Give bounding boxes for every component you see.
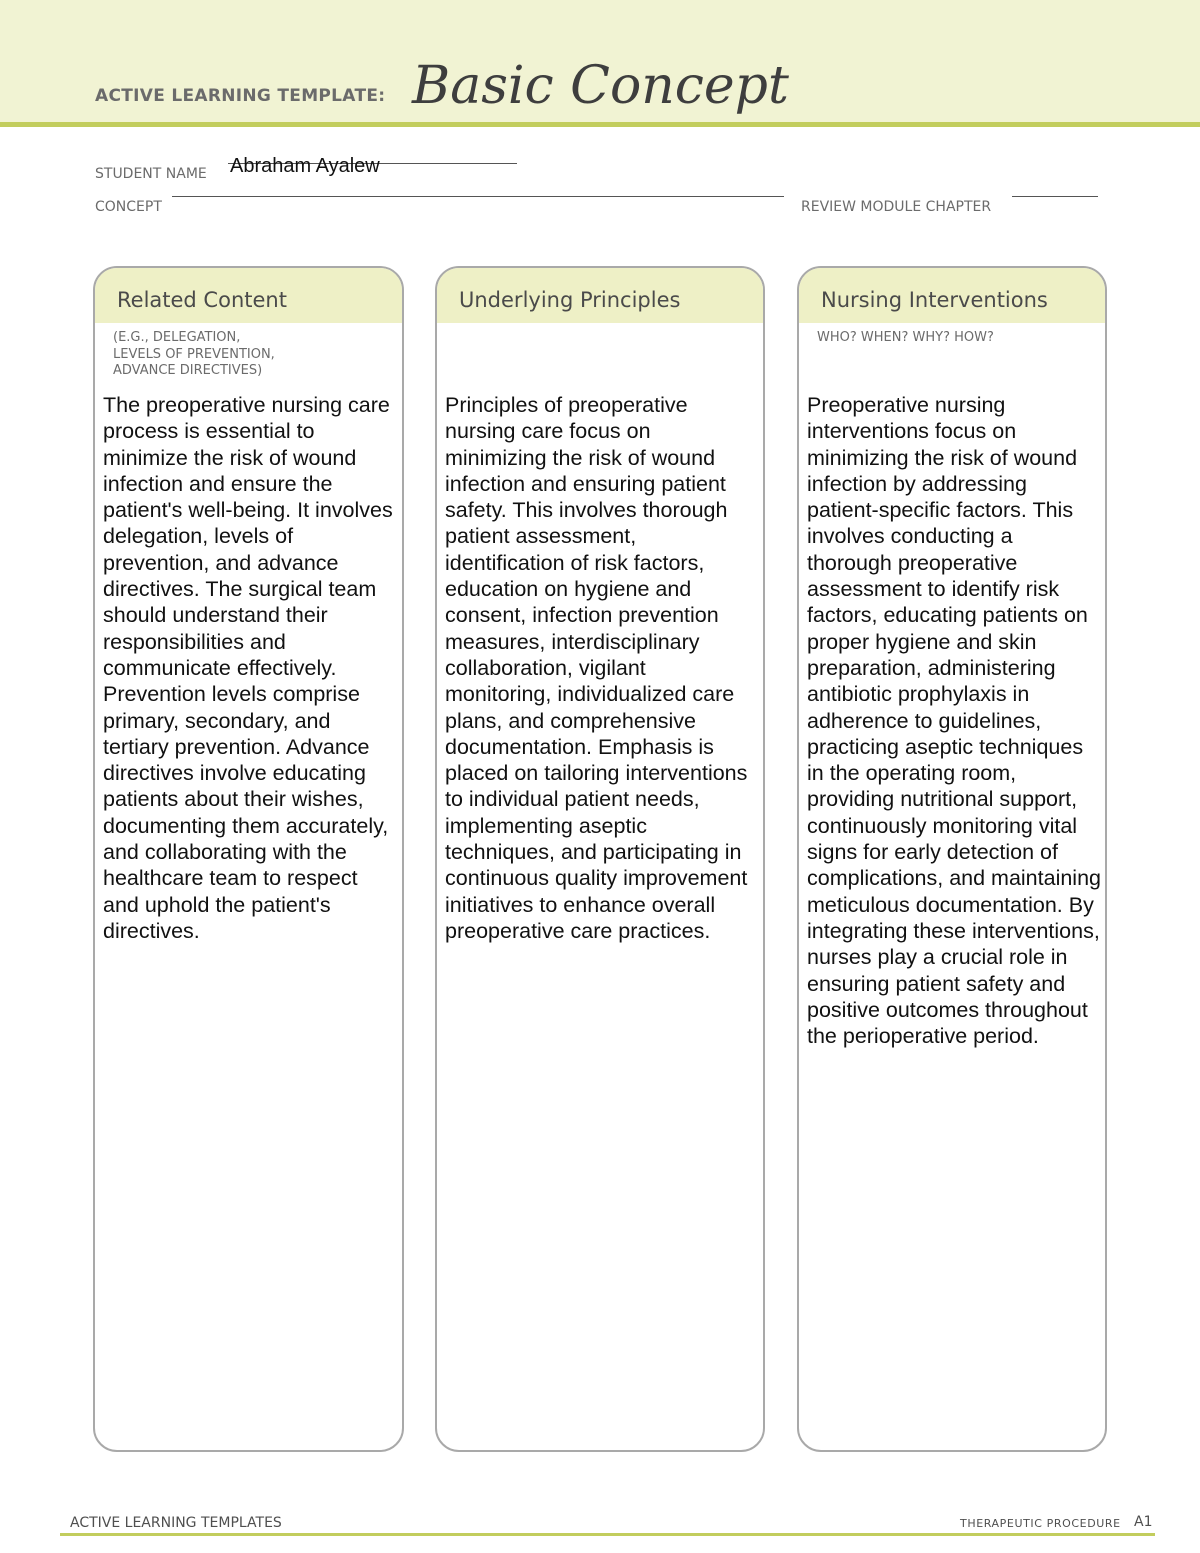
related-content-header [95, 268, 402, 323]
underlying-principles-header [437, 268, 763, 323]
template-label: ACTIVE LEARNING TEMPLATE: [95, 86, 386, 106]
nursing-interventions-header [799, 268, 1105, 323]
footer-page-number: A1 [1134, 1514, 1153, 1530]
nursing-interventions-subtitle: WHO? WHEN? WHY? HOW? [817, 330, 994, 345]
review-module-line [1012, 196, 1098, 197]
footer-left: ACTIVE LEARNING TEMPLATES [70, 1515, 282, 1531]
underlying-principles-text[interactable]: Principles of preoperative nursing care focus on minimizing the risk of wound infection and ensuring patient safety. This involves thorough patient assessment, identification of risk factors, education on hygiene and consent, infection prevention measures, interdisciplinary collaboration, vigilant monitoring, individualized care plans, and comprehensive documentation. Emphasis is placed on tailoring interventions to individual patient needs, implementing aseptic techniques, and participating in continuous quality improvement initiatives to enhance overall preoperative care practices. [445, 393, 748, 943]
nursing-interventions-text[interactable]: Preoperative nursing interventions focus on minimizing the risk of wound infection by addressing patient-specific factors. This involves conducting a thorough preoperative assessment to identify risk factors, educating patients on proper hygiene and skin preparation, administering antibiotic prophylaxis in adherence to guidelines, practicing aseptic techniques in the operating room, providing nutritional support, continuously monitoring vital signs for early detection of complications, and maintaining meticulous documentation. By integrating these interventions, nurses play a crucial role in ensuring patient safety and positive outcomes throughout the perioperative period. [807, 393, 1101, 1049]
related-content-subtitle: (E.G., DELEGATION, LEVELS OF PREVENTION, ADVANCE DIRECTIVES) [113, 330, 275, 378]
concept-line [172, 196, 784, 197]
student-name-label: STUDENT NAME [95, 166, 207, 182]
footer-rule [60, 1533, 1155, 1536]
template-title: Basic Concept [412, 56, 789, 116]
related-content-box [93, 266, 404, 1452]
related-content-title: Related Content [117, 288, 287, 312]
footer-right: THERAPEUTIC PROCEDURE [960, 1517, 1121, 1530]
nursing-interventions-box [797, 266, 1107, 1452]
underlying-principles-box [435, 266, 765, 1452]
review-module-label: REVIEW MODULE CHAPTER [801, 199, 992, 215]
header-rule [0, 122, 1200, 127]
nursing-interventions-title: Nursing Interventions [821, 288, 1048, 312]
student-name-value[interactable]: Abraham Ayalew [230, 155, 380, 177]
concept-label: CONCEPT [95, 199, 162, 215]
related-content-text[interactable]: The preoperative nursing care process is essential to minimize the risk of wound infection and ensure the patient's well-being. It involves delegation, levels of prevention, and advance directives. The surgical team should understand their responsibilities and communicate effectively. Prevention levels comprise primary, secondary, and tertiary prevention. Advance directives involve educating patients about their wishes, documenting them accurately, and collaborating with the healthcare team to respect and uphold the patient's directives. [103, 393, 393, 943]
underlying-principles-title: Underlying Principles [459, 288, 681, 312]
